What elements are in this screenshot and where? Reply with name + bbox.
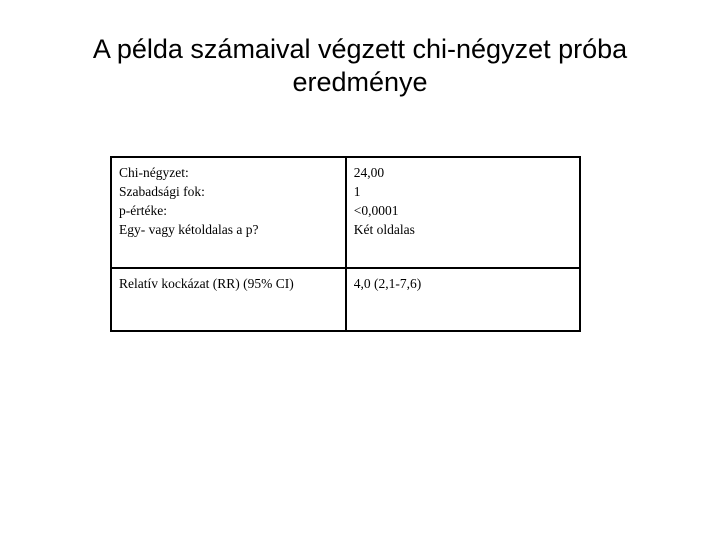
label-cell — [111, 268, 346, 331]
relative-risk-value: 4,0 (2,1-7,6) — [353, 276, 422, 291]
slide-title — [40, 33, 680, 99]
value-cell — [346, 157, 580, 268]
table-row — [111, 157, 580, 268]
chi-square-label: Chi-négyzet: — [119, 165, 189, 180]
value-cell — [346, 268, 580, 331]
slide-title-line-2: eredménye — [292, 67, 428, 97]
p-value-label: p-értéke: — [119, 203, 167, 218]
degrees-of-freedom-value: 1 — [353, 184, 361, 199]
tails-value: Két oldalas — [353, 222, 415, 237]
results-table — [110, 156, 581, 332]
relative-risk-label: Relatív kockázat (RR) (95% CI) — [119, 276, 294, 291]
slide-title-line-1: A példa számaival végzett chi-négyzet próba — [92, 34, 628, 64]
label-cell — [111, 157, 346, 268]
table-row — [111, 268, 580, 331]
chi-square-value: 24,00 — [353, 165, 385, 180]
degrees-of-freedom-label: Szabadsági fok: — [119, 184, 205, 199]
tails-label: Egy- vagy kétoldalas a p? — [119, 222, 259, 237]
p-value-value: <0,0001 — [353, 203, 399, 218]
